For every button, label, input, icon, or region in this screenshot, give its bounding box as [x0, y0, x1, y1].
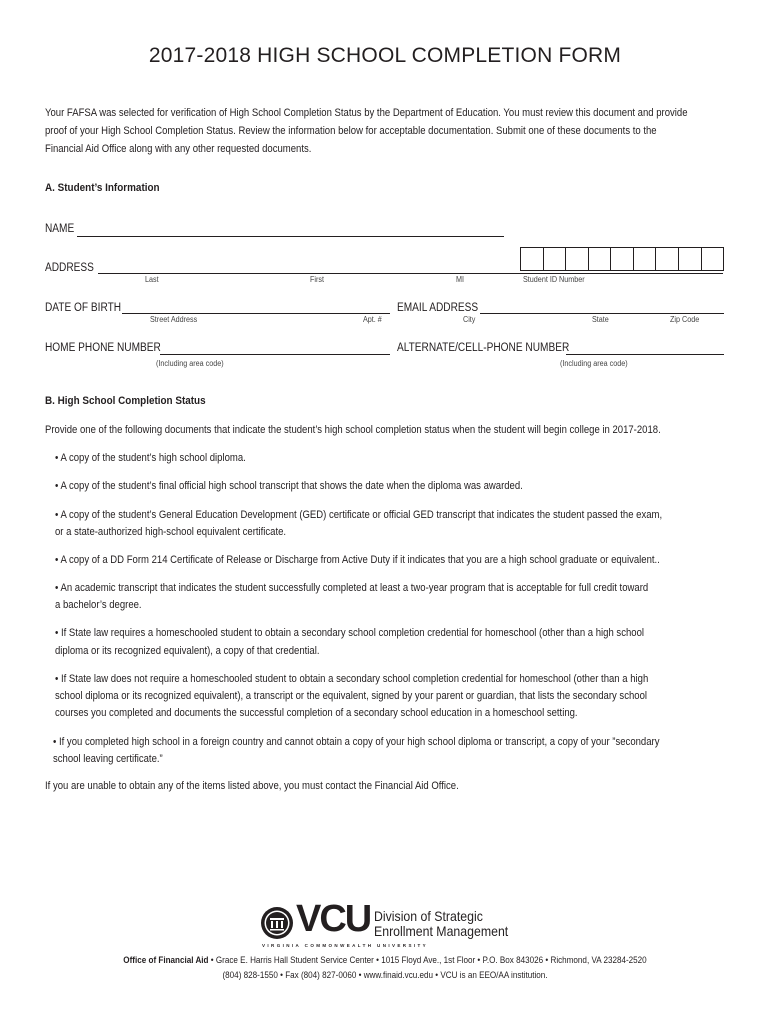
footer-address — [0, 953, 770, 983]
footer-line-1: • Grace E. Harris Hall Student Service Center • 1015 Floyd Ave., 1st Floor • P.O. Box 843026 • Richmond, VA 23284-2520 — [208, 955, 647, 965]
name-field[interactable] — [77, 236, 504, 237]
email-field[interactable] — [480, 313, 724, 314]
student-id-digit-box[interactable] — [566, 247, 589, 271]
section-a-heading: A. Student’s Information — [45, 182, 160, 194]
bullet-3-cont: or a state-authorized high-school equivalent certificate. — [55, 526, 287, 538]
footer-line-2: (804) 828-1550 • Fax (804) 827-0060 • www.finaid.vcu.edu • VCU is an EEO/AA institution. — [222, 970, 548, 980]
bullet-7-cont-2: courses you completed and documents the successful completion of a secondary school education in a homeschool setting. — [55, 707, 578, 719]
sub-first: First — [310, 275, 325, 284]
closing-text: If you are unable to obtain any of the items listed above, you must contact the Financial Aid Office. — [45, 780, 459, 792]
section-b-heading: B. High School Completion Status — [45, 395, 206, 407]
bullet-5-cont: a bachelor’s degree. — [55, 599, 142, 611]
intro-line-1: Your FAFSA was selected for verification of High School Completion Status by the Department of Education. You must review this document and provide — [45, 107, 688, 119]
bullet-2: • A copy of the student’s final official high school transcript that shows the date when the diploma was awarded. — [55, 480, 523, 492]
sub-street: Street Address — [150, 315, 198, 324]
bullet-7: • If State law does not require a homeschooled student to obtain a secondary school completion credential for homeschool (other than a high — [55, 673, 649, 685]
vcu-seal-icon — [260, 906, 294, 940]
alt-phone-field[interactable] — [566, 354, 724, 355]
address-label: ADDRESS — [45, 262, 94, 274]
vcu-logo-text: VCU — [296, 898, 371, 940]
student-id-digit-box[interactable] — [634, 247, 657, 271]
email-label: EMAIL ADDRESS — [397, 302, 479, 314]
sub-zip: Zip Code — [670, 315, 700, 324]
student-id-digit-box[interactable] — [702, 247, 725, 271]
bullet-5: • An academic transcript that indicates the student successfully completed at least a two-year program that is acceptable for full credit toward — [55, 582, 649, 594]
sub-state: State — [592, 315, 609, 324]
bullet-1: • A copy of the student’s high school diploma. — [55, 452, 246, 464]
sub-mi: MI — [456, 275, 465, 284]
sub-city: City — [463, 315, 476, 324]
bullet-4: • A copy of a DD Form 214 Certificate of Release or Discharge from Active Duty if it indicates that you are a high school graduate or equivalent.. — [55, 554, 660, 566]
student-id-digit-box[interactable] — [544, 247, 567, 271]
intro-line-3: Financial Aid Office along with any other requested documents. — [45, 143, 312, 155]
section-b-intro: Provide one of the following documents that indicate the student’s high school completion status when the student will begin college in 2017-2018. — [45, 424, 661, 436]
student-id-digit-box[interactable] — [656, 247, 679, 271]
bullet-8-cont: school leaving certificate.” — [53, 753, 163, 765]
student-id-boxes[interactable] — [520, 247, 724, 271]
sub-last: Last — [145, 275, 159, 284]
address-name-field[interactable] — [98, 273, 723, 274]
alt-phone-label: ALTERNATE/CELL-PHONE NUMBER — [397, 342, 570, 354]
bullet-3: • A copy of the student’s General Education Development (GED) certificate or official GED transcript that indicates the student passed the exam, — [55, 509, 663, 521]
bullet-6: • If State law requires a homeschooled student to obtain a secondary school completion credential for homeschool (other than a high school — [55, 627, 644, 639]
student-id-digit-box[interactable] — [679, 247, 702, 271]
sub-apt: Apt. # — [363, 315, 382, 324]
intro-line-2: proof of your High School Completion Status. Review the information below for acceptable documentation. Submit one of these documents to the — [45, 125, 657, 137]
bullet-7-cont-1: school diploma or its recognized equivalent), a transcript or the equivalent, signed by your parent or guardian, that lists the secondary school — [55, 690, 648, 702]
sub-area-code-alt: (Including area code) — [560, 359, 628, 368]
home-phone-label: HOME PHONE NUMBER — [45, 342, 161, 354]
name-label: NAME — [45, 223, 75, 235]
footer-office: Office of Financial Aid — [123, 955, 209, 965]
student-id-digit-box[interactable] — [611, 247, 634, 271]
division-line-1: Division of Strategic — [374, 908, 483, 924]
bullet-6-cont: diploma or its recognized equivalent), a copy of that credential. — [55, 645, 320, 657]
page-title: 2017-2018 HIGH SCHOOL COMPLETION FORM — [148, 44, 622, 67]
dob-field[interactable] — [122, 313, 390, 314]
student-id-digit-box[interactable] — [520, 247, 544, 271]
sub-area-code-home: (Including area code) — [156, 359, 224, 368]
home-phone-field[interactable] — [160, 354, 390, 355]
dob-label: DATE OF BIRTH — [45, 302, 122, 314]
bullet-8: • If you completed high school in a foreign country and cannot obtain a copy of your high school diploma or transcript, a copy of your ”secondary — [53, 736, 660, 748]
vcu-tagline: VIRGINIA COMMONWEALTH UNIVERSITY — [262, 943, 429, 948]
student-id-digit-box[interactable] — [589, 247, 612, 271]
division-line-2: Enrollment Management — [374, 923, 509, 939]
sub-student-id: Student ID Number — [523, 275, 585, 284]
